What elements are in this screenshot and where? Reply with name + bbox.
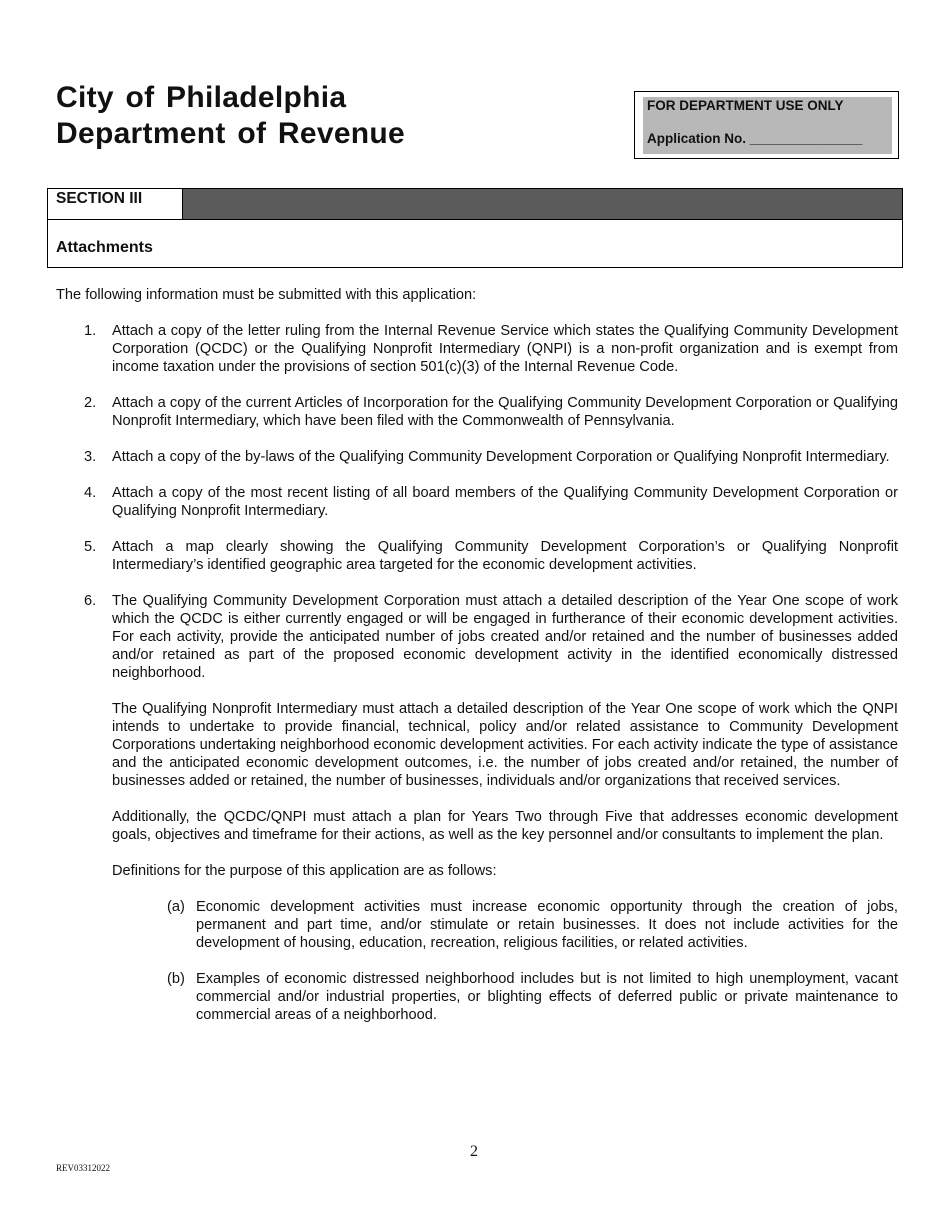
item-text: Attach a copy of the current Articles of Incorporation for the Qualifying Community Development Corporation or Qualifying Nonprofit Intermediary, which have been filed with the Commonwealth of Pennsylvania. [112, 395, 898, 429]
item-number: 3. [84, 449, 97, 465]
title-line-department: Department of Revenue [56, 117, 406, 150]
list-item [56, 322, 898, 376]
application-number-field: Application No. _______________ [647, 131, 863, 146]
item-text-qnpi: The Qualifying Nonprofit Intermediary must attach a detailed description of the Year One scope of work which the QNPI intends to undertake to provide financial, technical, policy and/or related assistance to Community Development Corporations undertaking neighborhood economic development activities. For each activity indicate the type of assistance and the anticipated economic development outcomes, i.e. the number of jobs created and/or retained, the number of businesses added or retained, the number of businesses, individuals and/or organizations that received services. [112, 701, 898, 789]
list-item [56, 448, 898, 466]
attachments-list [56, 322, 898, 1042]
list-item [56, 394, 898, 430]
item-number: 1. [84, 323, 97, 339]
department-use-label: FOR DEPARTMENT USE ONLY [647, 98, 844, 113]
section-header [47, 188, 903, 268]
definition-item [167, 970, 898, 1024]
item-text: Attach a map clearly showing the Qualifying Community Development Corporation’s or Qualifying Nonprofit Intermediary’s identified geographic area targeted for the economic development activities. [112, 539, 898, 573]
definition-letter: (a) [167, 899, 185, 915]
intro-text: The following information must be submitted with this application: [56, 287, 477, 303]
item-text: Attach a copy of the most recent listing of all board members of the Qualifying Community Development Corporation or Qualifying Nonprofit Intermediary. [112, 485, 898, 519]
item-number: 4. [84, 485, 97, 501]
item-number: 6. [84, 593, 97, 609]
department-use-shaded-area [643, 97, 892, 154]
definition-text: Economic development activities must increase economic opportunity through the creation of jobs, permanent and part time, and/or stimulate or retain businesses. It does not include activities for the development of housing, education, recreation, religious facilities, or related activities. [196, 899, 898, 951]
definition-item [167, 898, 898, 952]
section-title: Attachments [56, 239, 153, 256]
definition-letter: (b) [167, 971, 185, 987]
item-text: Attach a copy of the by-laws of the Qualifying Community Development Corporation or Qualifying Nonprofit Intermediary. [112, 449, 890, 465]
item-text: Attach a copy of the letter ruling from the Internal Revenue Service which states the Qualifying Community Development Corporation (QCDC) or the Qualifying Nonprofit Intermediary (QNPI) is a non-profit organization and is exempt from income taxation under the provisions of section 501(c)(3) of the Internal Revenue Code. [112, 323, 898, 375]
item-number: 5. [84, 539, 97, 555]
section-header-bar [183, 189, 902, 220]
definitions-list [112, 898, 898, 1024]
item-number: 2. [84, 395, 97, 411]
definitions-intro: Definitions for the purpose of this application are as follows: [112, 863, 497, 879]
item-text-plan: Additionally, the QCDC/QNPI must attach a plan for Years Two through Five that addresses economic development goals, objectives and timeframe for their actions, as well as the key personnel and/or consultants to implement the plan. [112, 809, 898, 843]
title-line-city: City of Philadelphia [56, 81, 347, 114]
definition-text: Examples of economic distressed neighborhood includes but is not limited to high unemployment, vacant commercial and/or industrial properties, or blighting effects of deferred public or private maintenance to commercial areas of a neighborhood. [196, 971, 898, 1023]
list-item [56, 538, 898, 574]
department-use-box [634, 91, 899, 159]
item-text-qcdc: The Qualifying Community Development Corporation must attach a detailed description of the Year One scope of work which the QCDC is either currently engaged or will be engaged in furtherance of their economic development activities. For each activity, provide the anticipated number of jobs created and/or retained and the number of businesses added and/or retained as part of the proposed economic development activity in the identified economically distressed neighborhood. [112, 593, 898, 681]
page-number: 2 [470, 1143, 478, 1160]
list-item [56, 484, 898, 520]
list-item [56, 592, 898, 1024]
page-title [56, 80, 405, 152]
revision-code: REV03312022 [56, 1163, 110, 1173]
section-label: SECTION III [48, 189, 183, 220]
